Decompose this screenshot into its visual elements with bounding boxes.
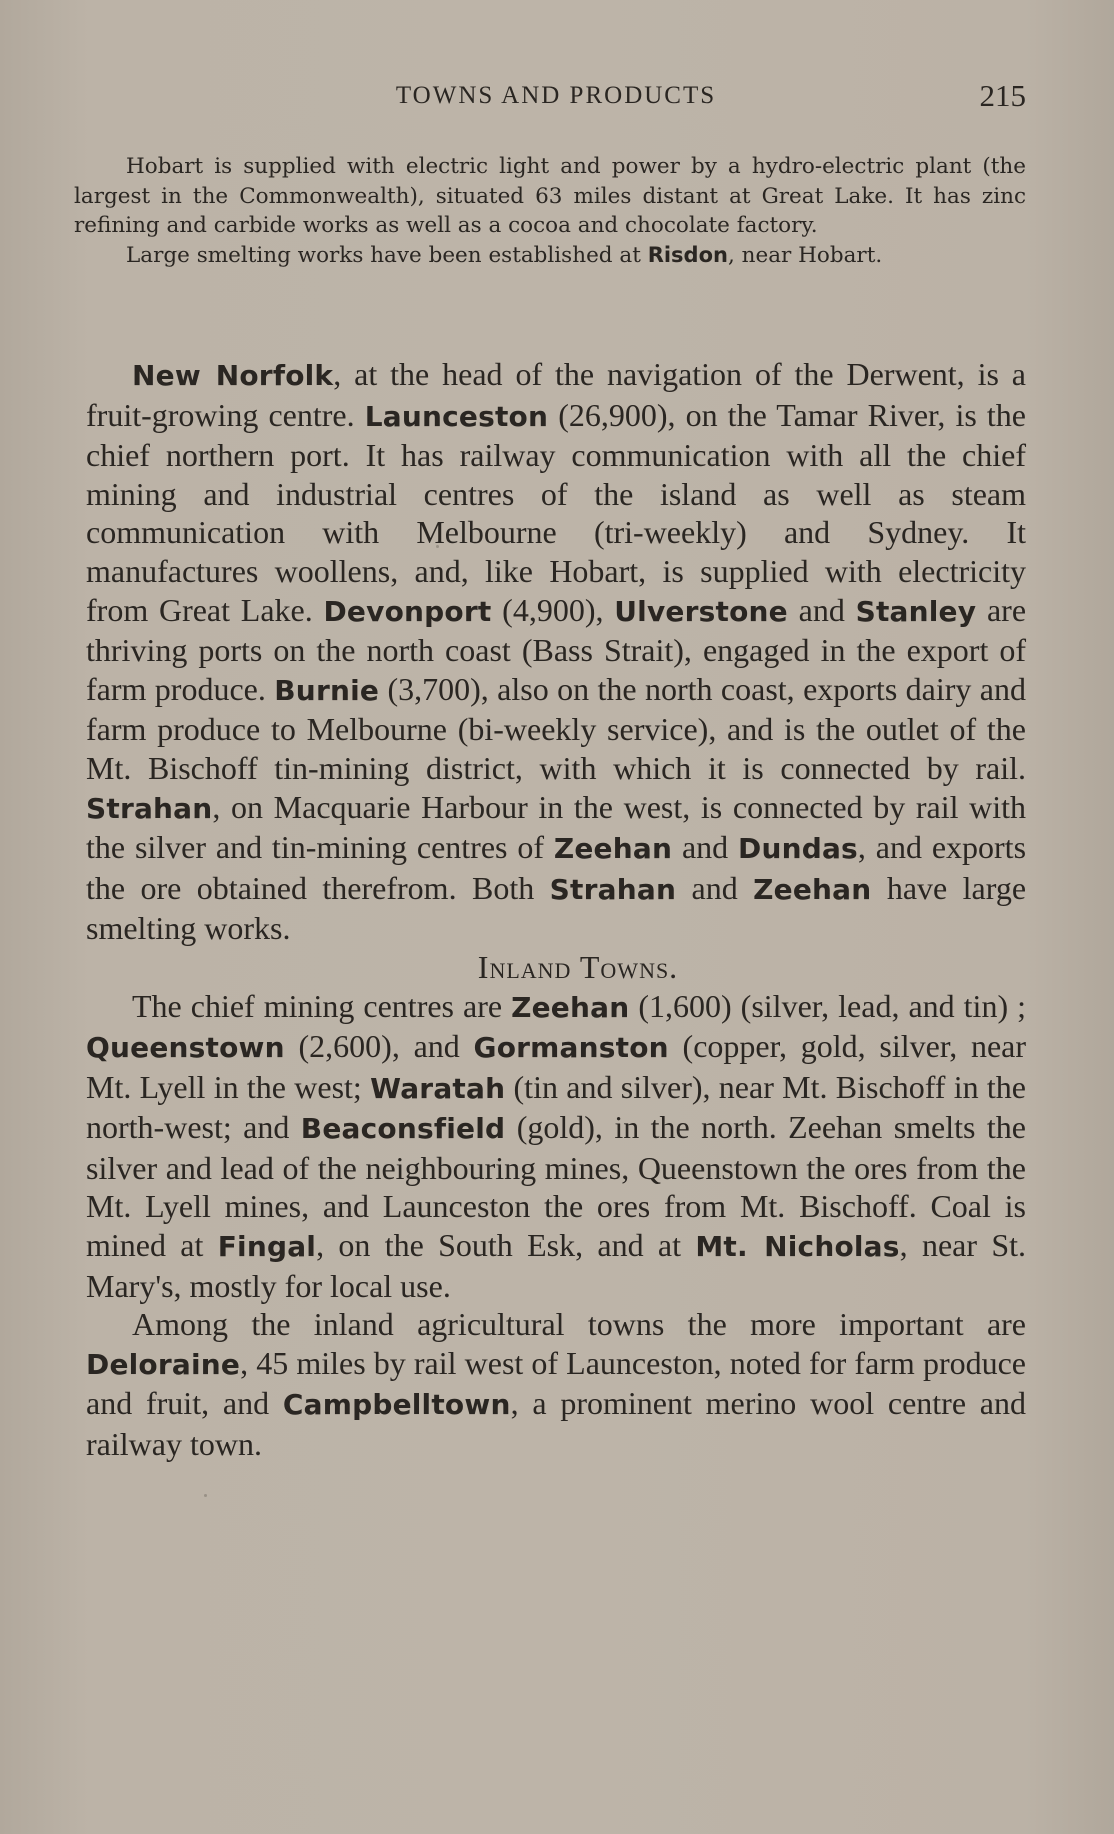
- place-name: New Norfolk: [132, 359, 334, 392]
- body-text-run: , and exports the ore obtained therefrom. Both: [86, 829, 1027, 906]
- paragraph-northern-ports: [86, 355, 1026, 948]
- body-text-run: (2,600), and: [284, 1028, 474, 1065]
- place-name: Devonport: [323, 594, 492, 628]
- place-name: Campbelltown: [282, 1388, 511, 1422]
- body-text-run: are thriving ports on the north coast (Bass Strait), engaged in the export of farm produce.: [86, 591, 1027, 707]
- body-text-run: (tin and silver), near Mt. Bischoff in the north-west; and: [86, 1068, 1027, 1146]
- main-text: [86, 355, 1026, 1464]
- place-name: Queenstown: [86, 1031, 285, 1065]
- print-speck: [436, 545, 439, 548]
- body-text-run: and: [787, 591, 856, 628]
- place-name: Dundas: [738, 832, 858, 866]
- page-header: [86, 78, 1026, 122]
- place-name: Strahan: [86, 791, 213, 825]
- running-head: TOWNS AND PRODUCTS: [395, 82, 717, 109]
- place-name: Burnie: [274, 673, 380, 707]
- place-name: Zeehan: [511, 990, 630, 1024]
- place-name: Risdon: [647, 242, 728, 267]
- body-text-run: , at the head of the navigation of the Derwent, is a fruit-growing centre.: [86, 356, 1027, 433]
- body-text-run: and: [676, 869, 754, 906]
- body-text-run: , near St. Mary's, mostly for local use.: [86, 1227, 1027, 1304]
- intro-section: [74, 152, 1026, 270]
- intro-paragraph-risdon: [74, 241, 1026, 271]
- body-text-run: and: [672, 829, 738, 866]
- body-text-run: , on Macquarie Harbour in the west, is connected by rail with the silver and tin-mining centres of: [86, 788, 1026, 866]
- print-speck: [204, 1494, 207, 1497]
- paragraph-mining-centres: [86, 987, 1026, 1306]
- body-text-run: (26,900), on the Tamar River, is the chief northern port. It has railway communication with all the chief mining and industrial centres of the island as well as steam communication with Melbourne (tri-weekly) and Sydney. It manufactures woollens, and, like Hobart, is supplied with electricity from Great Lake.: [86, 396, 1027, 628]
- place-name: Waratah: [370, 1071, 506, 1105]
- place-name: Beaconsfield: [300, 1112, 506, 1146]
- intro-text: , near Hobart.: [727, 242, 883, 268]
- place-name: Strahan: [549, 872, 677, 906]
- body-text-run: (4,900),: [491, 591, 615, 628]
- intro-text: Large smelting works have been established at: [126, 242, 648, 268]
- body-text-run: The chief mining centres are: [132, 987, 512, 1024]
- place-name: Zeehan: [553, 832, 673, 866]
- body-text-run: (3,700), also on the north coast, exports dairy and farm produce to Melbourne (bi-weekly service), and is the outlet of the Mt. Bischoff tin-mining district, with which it is connected by rail.: [86, 670, 1027, 786]
- intro-paragraph-hobart: Hobart is supplied with electric light and power by a hydro-electric plant (the largest in the Commonwealth), situated 63 miles distant at Great Lake. It has zinc refining and carbide works as well as a cocoa and chocolate factory.: [74, 154, 1026, 238]
- paragraph-agricultural-towns: [86, 1305, 1026, 1463]
- place-name: Fingal: [217, 1230, 317, 1264]
- body-text-run: , on the South Esk, and at: [316, 1227, 696, 1264]
- body-text-run: have large smelting works.: [86, 869, 1027, 947]
- body-text-run: , 45 miles by rail west of Launceston, noted for farm produce and fruit, and: [86, 1344, 1026, 1422]
- place-name: Stanley: [855, 594, 977, 628]
- place-name: Ulverstone: [614, 594, 788, 628]
- body-text-run: (gold), in the north. Zeehan smelts the silver and lead of the neighbouring mines, Queenstown the ores from the Mt. Lyell mines, and Launceston the ores from Mt. Bischoff. Coal is mined at: [86, 1109, 1026, 1264]
- body-text-run: (1,600) (silver, lead, and tin) ;: [629, 987, 1027, 1024]
- section-heading: Inland Towns.: [477, 948, 679, 985]
- place-name: Mt. Nicholas: [695, 1230, 900, 1264]
- place-name: Launceston: [364, 399, 549, 433]
- body-text-run: , a prominent merino wool centre and railway town.: [86, 1385, 1027, 1463]
- place-name: Deloraine: [86, 1347, 241, 1381]
- page-number: 215: [979, 78, 1026, 113]
- body-text-run: (copper, gold, silver, near Mt. Lyell in the west;: [86, 1028, 1027, 1105]
- place-name: Gormanston: [473, 1031, 669, 1065]
- place-name: Zeehan: [753, 872, 872, 906]
- body-text-run: Among the inland agricultural towns the more important are: [132, 1306, 1026, 1343]
